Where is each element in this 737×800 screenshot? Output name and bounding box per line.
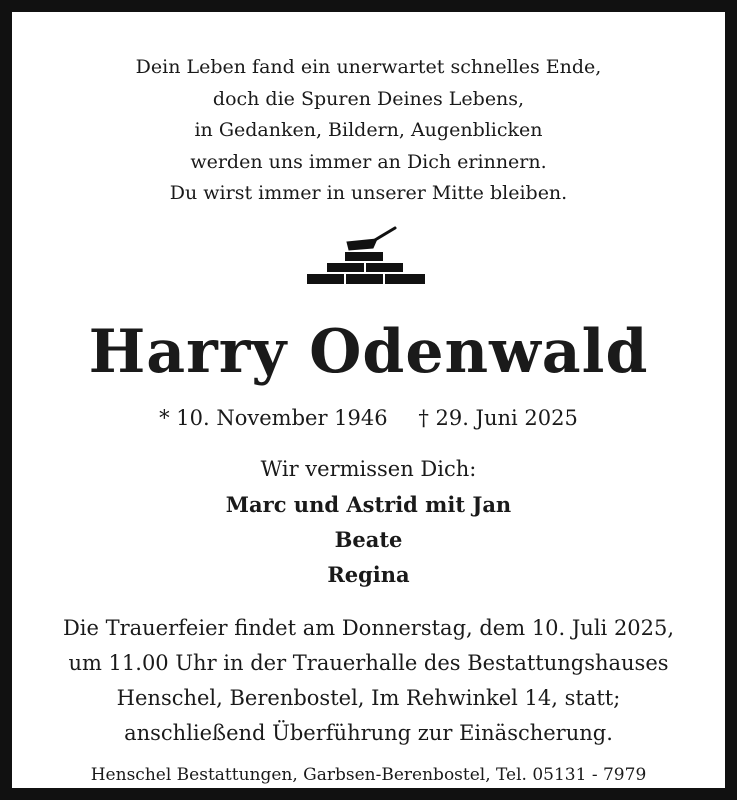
service-line: um 11.00 Uhr in der Trauerhalle des Bestattungshauses: [68, 651, 669, 675]
service-line: Henschel, Berenbostel, Im Rehwinkel 14, statt;: [116, 686, 621, 710]
birth-date: * 10. November 1946: [159, 406, 388, 430]
service-notice: [24, 611, 713, 751]
service-line: anschließend Überführung zur Einäscherung.: [124, 721, 613, 745]
verse-line: in Gedanken, Bildern, Augenblicken: [194, 119, 543, 141]
mourner-name: Regina: [327, 562, 410, 587]
life-dates: [24, 402, 713, 434]
mourner-name: Marc und Astrid mit Jan: [225, 492, 512, 517]
verse-line: werden uns immer an Dich erinnern.: [190, 150, 547, 173]
death-date: † 29. Juni 2025: [418, 406, 578, 430]
mourners-label: Wir vermissen Dich:: [260, 457, 477, 481]
deceased-name: Harry Odenwald: [88, 317, 649, 387]
verse: [24, 52, 713, 210]
obituary-content: [24, 24, 713, 785]
verse-line: Dein Leben fand ein unerwartet schnelles Ende,: [135, 56, 602, 78]
funeral-home-footer: Henschel Bestattungen, Garbsen-Berenbostel, Tel. 05131 - 7979: [90, 765, 647, 785]
mourner-name: Beate: [334, 527, 403, 552]
verse-line: doch die Spuren Deines Lebens,: [212, 87, 525, 110]
mourners: [24, 452, 713, 592]
verse-line: Du wirst immer in unserer Mitte bleiben.: [169, 182, 568, 204]
service-line: Die Trauerfeier findet am Donnerstag, dem 10. Juli 2025,: [62, 616, 675, 640]
brick-wall-trowel-icon: [307, 222, 425, 286]
